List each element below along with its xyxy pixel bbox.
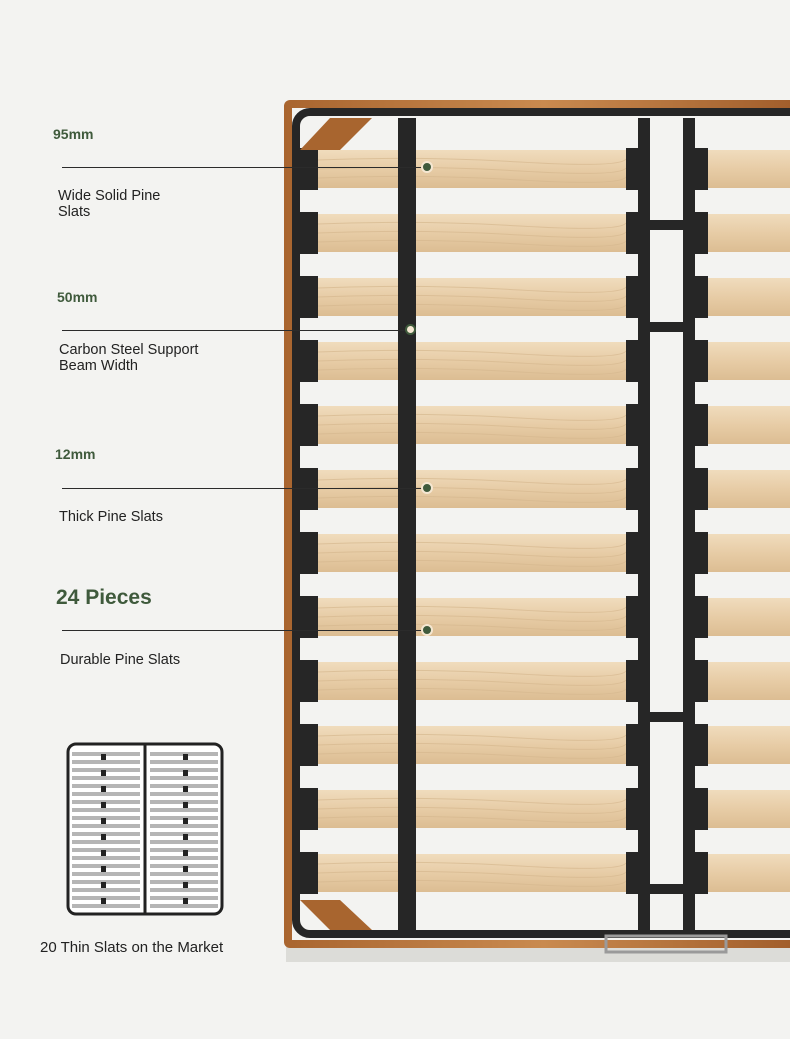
pine-slat — [706, 406, 790, 444]
mini-thin-slat — [150, 808, 218, 812]
pine-slat — [706, 342, 790, 380]
mini-clip — [103, 802, 106, 808]
pine-slat — [706, 790, 790, 828]
mini-thin-slat — [72, 840, 140, 844]
mini-thin-slat — [150, 824, 218, 828]
mini-thin-slat — [72, 872, 140, 876]
mini-clip — [103, 882, 106, 888]
mini-clip — [103, 866, 106, 872]
callout-beam-width — [42, 284, 199, 374]
metric-12mm: 12mm — [55, 446, 96, 462]
callout-piece-count — [42, 582, 192, 672]
steel-crossbar — [650, 322, 683, 332]
mini-clip — [185, 770, 188, 776]
mini-thin-slat — [150, 904, 218, 908]
mini-thin-slat — [150, 888, 218, 892]
callout-wide-slats — [42, 120, 192, 220]
mini-thin-slat — [72, 824, 140, 828]
mini-thin-slat — [72, 888, 140, 892]
mini-clip — [103, 834, 106, 840]
mini-thin-slat — [72, 792, 140, 796]
slat-clip — [298, 852, 318, 894]
steel-center-rail — [683, 118, 695, 932]
marker-dot-4 — [421, 624, 433, 636]
slat-clip — [298, 340, 318, 382]
pine-slat — [706, 214, 790, 252]
mini-clip — [185, 898, 188, 904]
mini-clip — [185, 834, 188, 840]
pine-slat — [706, 854, 790, 892]
marker-dot-3 — [421, 482, 433, 494]
mini-thin-slat — [72, 760, 140, 764]
mini-thin-slat — [150, 760, 218, 764]
mini-thin-slat — [150, 776, 218, 780]
slat-clip — [298, 148, 318, 190]
mini-thin-slat — [150, 792, 218, 796]
metric-95mm: 95mm — [53, 126, 94, 142]
mini-clip — [103, 770, 106, 776]
metric-24-pieces: 24 Pieces — [56, 586, 152, 609]
mini-slat-bed-icon — [64, 740, 226, 918]
mini-clip — [185, 802, 188, 808]
slat-clip — [298, 404, 318, 446]
metric-50mm: 50mm — [57, 289, 98, 305]
pine-slat — [706, 470, 790, 508]
description-durable-slats: Durable Pine Slats — [60, 652, 181, 668]
description-beam-width: Carbon Steel Support Beam Width — [59, 342, 199, 374]
pine-slat — [706, 598, 790, 636]
mini-thin-slat — [72, 856, 140, 860]
slat-clip — [298, 468, 318, 510]
mini-thin-slat — [150, 840, 218, 844]
leader-line-4 — [62, 630, 424, 631]
pine-slat — [706, 534, 790, 572]
slat-clip — [298, 660, 318, 702]
mini-clip — [185, 882, 188, 888]
mini-clip — [103, 818, 106, 824]
mini-thin-slat — [150, 856, 218, 860]
slat-clip — [298, 788, 318, 830]
pine-slat — [706, 726, 790, 764]
steel-crossbar — [650, 712, 683, 722]
mini-clip — [103, 898, 106, 904]
pine-slat — [706, 278, 790, 316]
mini-thin-slat — [72, 904, 140, 908]
slat-clip — [298, 276, 318, 318]
slat-clip — [298, 724, 318, 766]
mini-clip — [103, 786, 106, 792]
mini-clip — [103, 850, 106, 856]
slat-clip — [298, 532, 318, 574]
mini-thin-slat — [72, 808, 140, 812]
mini-clip — [185, 866, 188, 872]
pine-slat — [706, 662, 790, 700]
leader-line-3 — [62, 488, 424, 489]
pine-slat — [706, 150, 790, 188]
steel-support-beam — [398, 118, 416, 932]
comparison-caption: 20 Thin Slats on the Market — [40, 939, 224, 956]
mini-thin-slat — [150, 872, 218, 876]
steel-crossbar — [650, 220, 683, 230]
mini-clip — [185, 786, 188, 792]
leader-line-1 — [62, 167, 424, 168]
slat-clip — [298, 212, 318, 254]
marker-ring-2 — [405, 324, 416, 335]
steel-center-rail — [638, 118, 650, 932]
mini-clip — [185, 754, 188, 760]
mini-thin-slat — [72, 776, 140, 780]
description-wide-slats: Wide Solid Pine Slats — [58, 188, 161, 220]
mini-clip — [185, 818, 188, 824]
leader-line-2 — [62, 330, 406, 331]
description-thick-slats: Thick Pine Slats — [59, 509, 163, 525]
steel-crossbar — [650, 884, 683, 894]
mini-clip — [103, 754, 106, 760]
callout-thick-slats — [42, 440, 192, 530]
slat-clip — [298, 596, 318, 638]
mini-clip — [185, 850, 188, 856]
marker-dot-1 — [421, 161, 433, 173]
